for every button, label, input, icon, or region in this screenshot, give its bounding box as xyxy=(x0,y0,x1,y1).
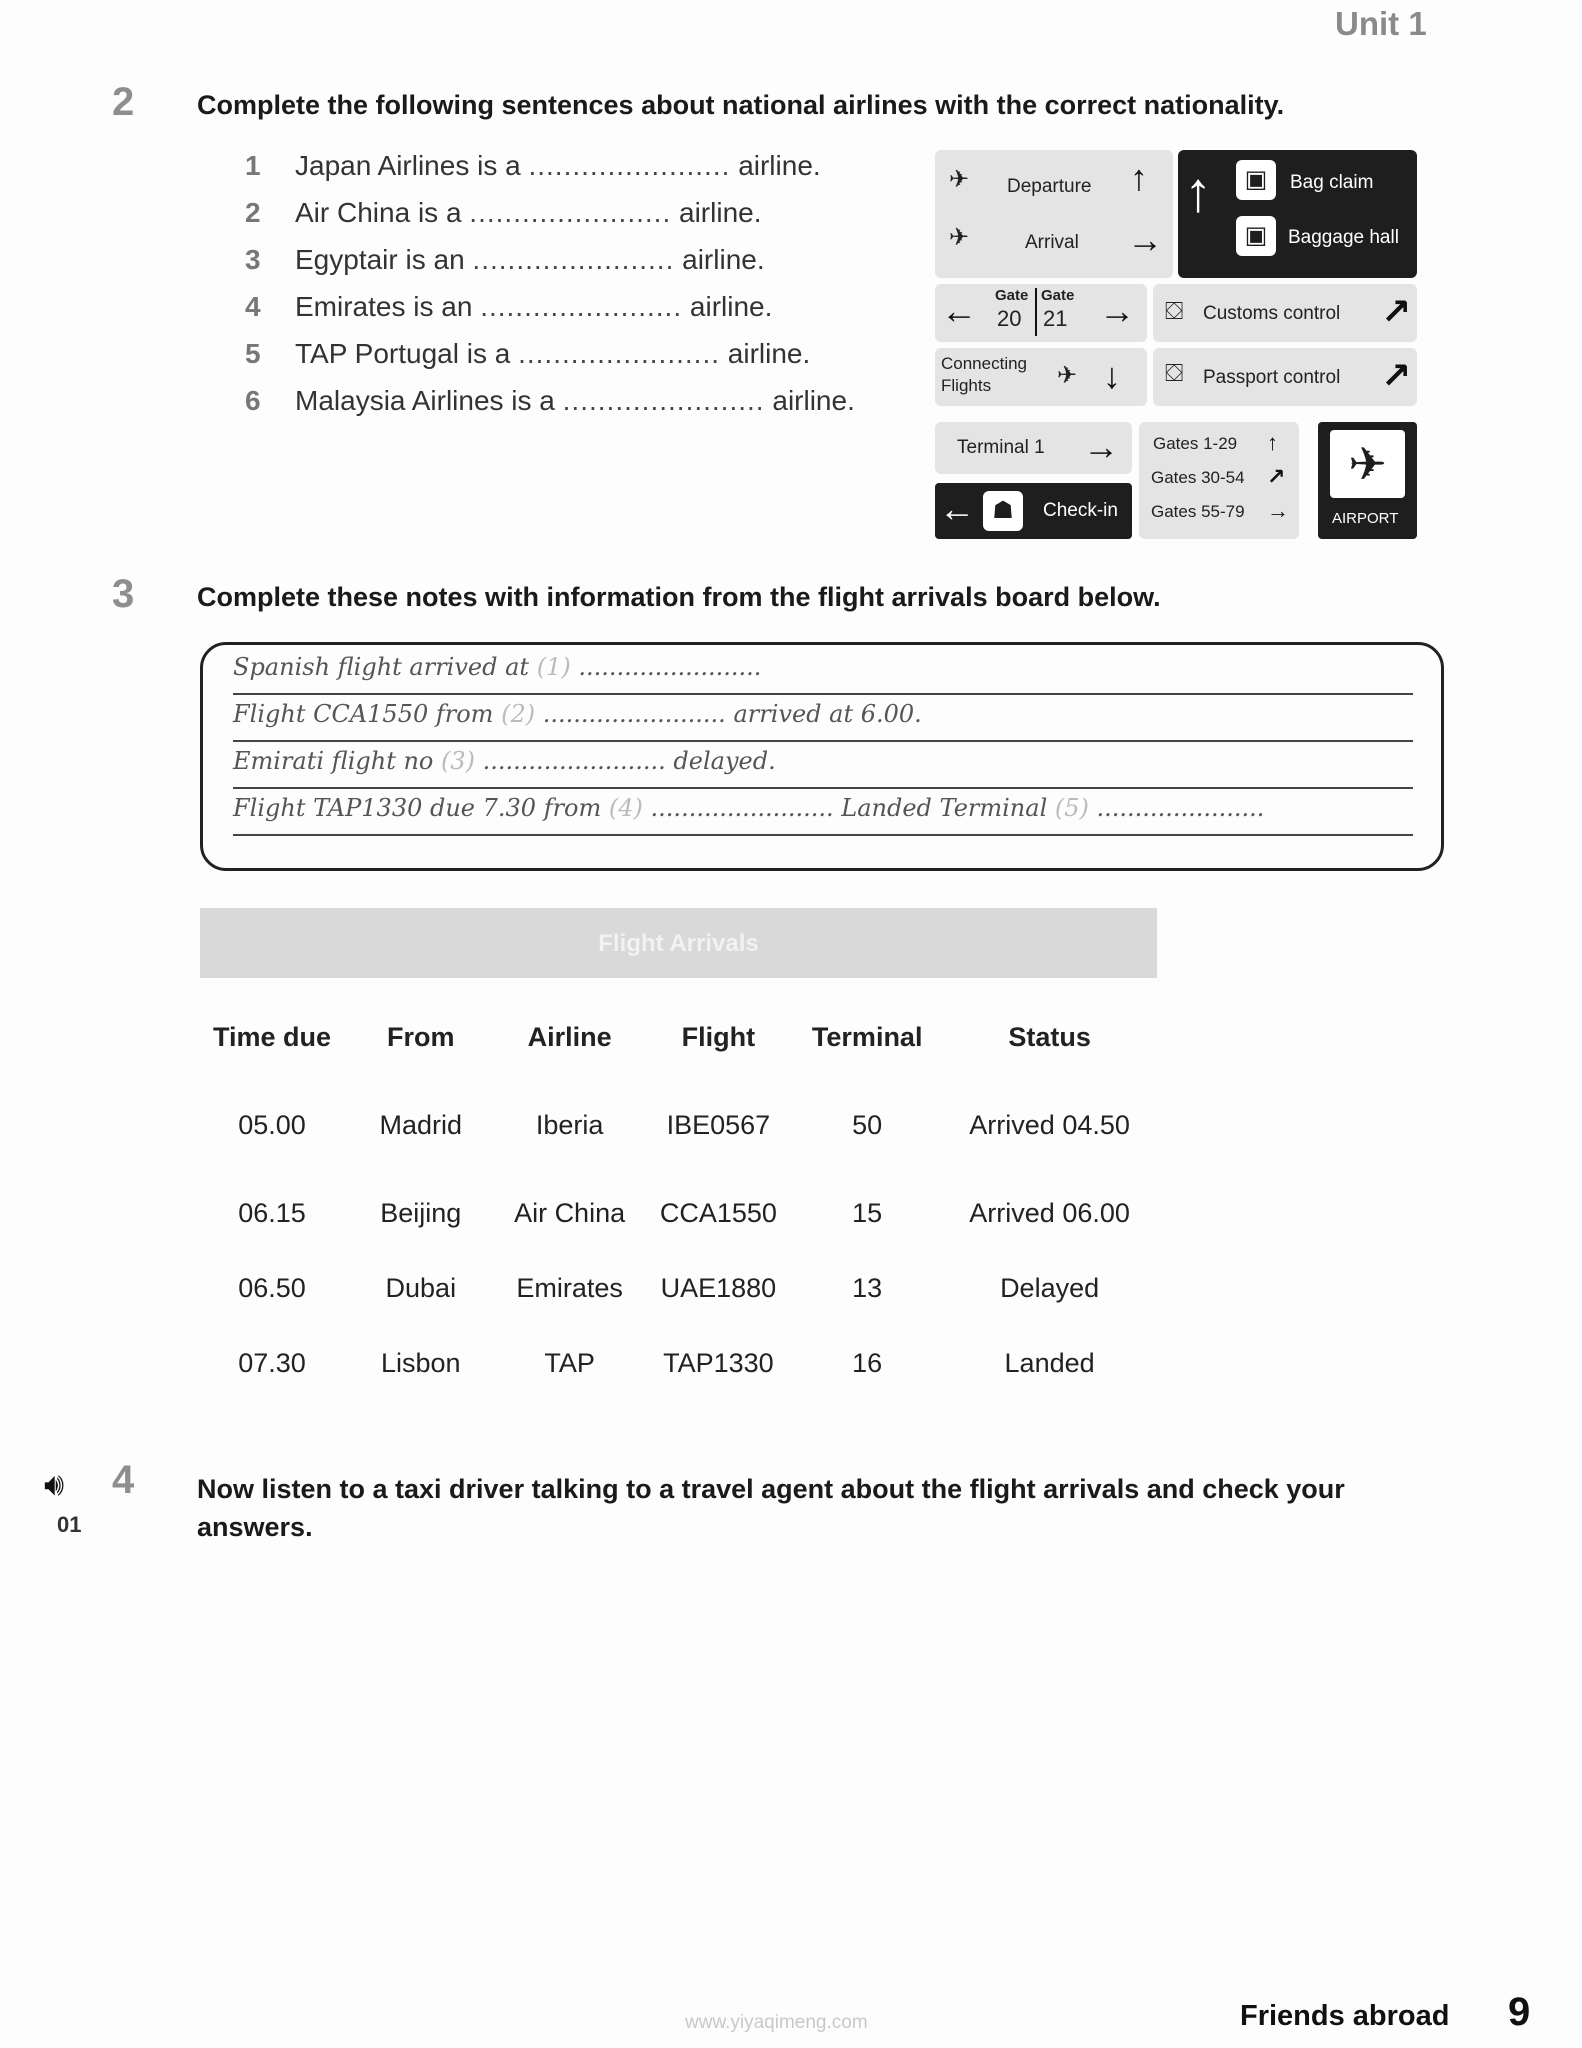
flight-arrivals-table xyxy=(200,1000,1160,1401)
arrow-left-icon: ← xyxy=(939,488,975,529)
gate-label: Gate xyxy=(995,287,1029,304)
terminal-sign xyxy=(935,422,1132,474)
note-text: arrived at 6.00. xyxy=(733,700,922,728)
table-cell: 15 xyxy=(852,1198,883,1228)
item-text: TAP Portugal is a xyxy=(295,338,511,369)
bag-claim-label: Bag claim xyxy=(1290,172,1374,193)
list-item xyxy=(245,197,855,244)
note-text: Emirati flight no xyxy=(233,747,434,775)
table-cell: Landed xyxy=(1004,1348,1095,1378)
list-item xyxy=(245,244,855,291)
airport-sign xyxy=(1318,422,1417,539)
table-header-row xyxy=(200,1000,1160,1074)
list-item xyxy=(245,150,855,197)
arrow-left-icon: ← xyxy=(941,290,977,331)
arrow-right-icon: → xyxy=(1127,219,1163,260)
table-cell: Beijing xyxy=(380,1198,462,1228)
item-text: Egyptair is an xyxy=(295,244,465,275)
people-luggage-icon: ☗ xyxy=(983,491,1023,531)
table-cell: IBE0567 xyxy=(666,1109,771,1140)
exercise-2-instruction: Complete the following sentences about national airlines with the correct nationality. xyxy=(197,90,1285,120)
table-cell: CCA1550 xyxy=(659,1198,777,1228)
unit-title: Unit 1 xyxy=(1335,5,1427,42)
arrow-down-icon: ↓ xyxy=(1103,355,1121,396)
arrow-right-icon: → xyxy=(1099,290,1135,331)
item-number: 2 xyxy=(245,197,261,228)
watermark: www.yiyaqimeng.com xyxy=(685,2012,868,2033)
column-header: Airline xyxy=(527,1021,612,1052)
exercise-2-number: 2 xyxy=(112,80,135,124)
exercise-3-instruction: Complete these notes with information from the flight arrivals board below. xyxy=(197,582,1161,612)
column-header: Flight xyxy=(681,1021,756,1052)
table-cell: 07.30 xyxy=(238,1348,306,1378)
gates-label: Gates 30-54 xyxy=(1151,468,1245,487)
table-cell: Iberia xyxy=(535,1109,604,1140)
bag-claim-sign xyxy=(1178,150,1417,278)
table-cell: Arrived 06.00 xyxy=(969,1198,1130,1228)
plane-takeoff-icon: ✈ xyxy=(949,166,970,193)
suitcase-icon: ▣ xyxy=(1236,216,1276,256)
note-number: (3) xyxy=(441,747,476,775)
table-cell: 05.00 xyxy=(238,1109,306,1140)
answer-blank: ....................... xyxy=(469,197,672,228)
list-item xyxy=(245,385,855,432)
item-suffix: airline. xyxy=(679,197,762,228)
table-cell: Madrid xyxy=(379,1109,463,1140)
customs-sign xyxy=(1153,284,1417,342)
note-line xyxy=(233,700,1413,742)
note-number: (2) xyxy=(501,700,536,728)
table-cell: Arrived 04.50 xyxy=(969,1109,1130,1140)
customs-icon: ⛋ xyxy=(1165,298,1184,325)
list-item xyxy=(245,291,855,338)
note-line xyxy=(233,747,1413,789)
table-row xyxy=(200,1074,1160,1176)
arrow-right-icon: → xyxy=(1083,426,1119,467)
answer-blank: ........................ xyxy=(482,747,666,775)
list-item xyxy=(245,338,855,385)
audio-track-number: 01 xyxy=(57,1512,82,1537)
connecting-plane-icon: ✈ xyxy=(1057,362,1078,389)
note-text: Flight CCA1550 from xyxy=(233,700,494,728)
table-cell: 50 xyxy=(852,1109,883,1140)
item-text: Emirates is an xyxy=(295,291,473,322)
item-number: 6 xyxy=(245,385,261,416)
table-cell: Lisbon xyxy=(381,1348,461,1378)
note-line xyxy=(233,794,1413,836)
exercise-2-list xyxy=(245,150,855,432)
arrival-label: Arrival xyxy=(1025,232,1079,253)
check-in-sign xyxy=(935,483,1132,539)
table-cell: Dubai xyxy=(385,1273,457,1303)
departure-arrival-sign xyxy=(935,150,1173,278)
plane-landing-icon: ✈ xyxy=(949,224,970,251)
table-cell: Delayed xyxy=(1000,1273,1100,1303)
table-cell: Emirates xyxy=(516,1273,623,1303)
arrow-right-icon: → xyxy=(1267,498,1289,523)
suitcase-icon: ▣ xyxy=(1236,160,1276,200)
answer-blank: ....................... xyxy=(528,150,731,181)
notes-box xyxy=(200,642,1444,871)
item-number: 1 xyxy=(245,150,261,181)
answer-blank: ....................... xyxy=(562,385,765,416)
arrow-up-icon: ↑ xyxy=(1130,157,1148,198)
table-cell: 16 xyxy=(852,1348,883,1378)
note-text: delayed. xyxy=(673,747,776,775)
gates-label: Gates 1-29 xyxy=(1153,434,1238,453)
table-cell: Air China xyxy=(514,1198,626,1228)
airplane-icon: ✈ xyxy=(1330,430,1405,498)
baggage-hall-label: Baggage hall xyxy=(1288,227,1399,248)
table-row xyxy=(200,1251,1160,1326)
board-title: Flight Arrivals xyxy=(598,930,759,957)
note-number: (1) xyxy=(536,653,571,681)
note-number: (4) xyxy=(608,794,643,822)
item-text: Air China is a xyxy=(295,197,462,228)
table-cell: 13 xyxy=(852,1273,883,1303)
passport-icon: ⛋ xyxy=(1165,360,1184,387)
note-text: Flight TAP1330 due 7.30 from xyxy=(233,794,602,822)
airport-signs xyxy=(935,150,1417,545)
connecting-label: Flights xyxy=(941,376,992,395)
table-cell: TAP1330 xyxy=(663,1348,774,1378)
item-suffix: airline. xyxy=(738,150,821,181)
page-number: 9 xyxy=(1508,1990,1531,2034)
answer-blank: ........................ xyxy=(542,700,726,728)
connecting-label: Connecting xyxy=(941,354,1028,373)
departure-label: Departure xyxy=(1007,176,1092,197)
item-suffix: airline. xyxy=(682,244,765,275)
passport-label: Passport control xyxy=(1203,367,1341,388)
table-cell: TAP xyxy=(544,1348,595,1378)
answer-blank: ...................... xyxy=(1096,794,1265,822)
column-header: Time due xyxy=(212,1021,332,1052)
gates-label: Gates 55-79 xyxy=(1151,502,1245,521)
column-header: From xyxy=(387,1021,455,1052)
note-number: (5) xyxy=(1054,794,1089,822)
arrow-up-icon: ↑ xyxy=(1184,160,1212,223)
exercise-4-instruction: Now listen to a taxi driver talking to a travel agent about the flight arrivals and check your answers. xyxy=(197,1474,1345,1542)
exercise-3-number: 3 xyxy=(112,572,135,616)
passport-sign xyxy=(1153,348,1417,406)
item-number: 5 xyxy=(245,338,261,369)
answer-blank: ....................... xyxy=(480,291,683,322)
gate-number: 20 xyxy=(997,306,1022,331)
table-cell: 06.15 xyxy=(238,1198,306,1228)
answer-blank: ....................... xyxy=(518,338,721,369)
gate-label: Gate xyxy=(1041,287,1075,304)
item-number: 4 xyxy=(245,291,261,322)
arrow-up-right-icon: ↗ xyxy=(1381,355,1412,396)
connecting-flights-sign xyxy=(935,348,1147,406)
item-suffix: airline. xyxy=(727,338,811,369)
airport-label: AIRPORT xyxy=(1332,510,1399,527)
audio-speaker-icon[interactable]: 🔊︎ xyxy=(44,1466,65,1502)
arrow-up-right-icon: ↗ xyxy=(1267,464,1286,489)
arrow-up-icon: ↑ xyxy=(1267,430,1278,455)
check-in-label: Check-in xyxy=(1043,500,1118,521)
note-text: Spanish flight arrived at xyxy=(233,653,530,681)
note-line xyxy=(233,653,1413,695)
answer-blank: ........................ xyxy=(578,653,762,681)
column-header: Terminal xyxy=(811,1021,923,1052)
table-cell: 06.50 xyxy=(238,1273,306,1303)
column-header: Status xyxy=(1008,1021,1091,1052)
item-number: 3 xyxy=(245,244,261,275)
gate-sign xyxy=(935,284,1147,342)
item-text: Malaysia Airlines is a xyxy=(295,385,555,416)
footer-title: Friends abroad xyxy=(1240,2000,1450,2032)
arrow-up-right-icon: ↗ xyxy=(1381,291,1412,332)
customs-label: Customs control xyxy=(1203,303,1341,324)
table-row xyxy=(200,1176,1160,1251)
gates-sign xyxy=(1139,422,1299,539)
table-row xyxy=(200,1326,1160,1401)
board-banner xyxy=(200,908,1157,978)
gate-number: 21 xyxy=(1043,306,1068,331)
terminal-label: Terminal 1 xyxy=(957,437,1045,458)
note-text: Landed Terminal xyxy=(841,794,1048,822)
answer-blank: ........................ xyxy=(650,794,834,822)
table-cell: UAE1880 xyxy=(660,1273,777,1303)
item-suffix: airline. xyxy=(689,291,773,322)
item-text: Japan Airlines is a xyxy=(295,150,521,181)
exercise-4-number: 4 xyxy=(112,1458,135,1502)
answer-blank: ....................... xyxy=(472,244,675,275)
divider xyxy=(1035,288,1037,336)
item-suffix: airline. xyxy=(772,385,855,416)
